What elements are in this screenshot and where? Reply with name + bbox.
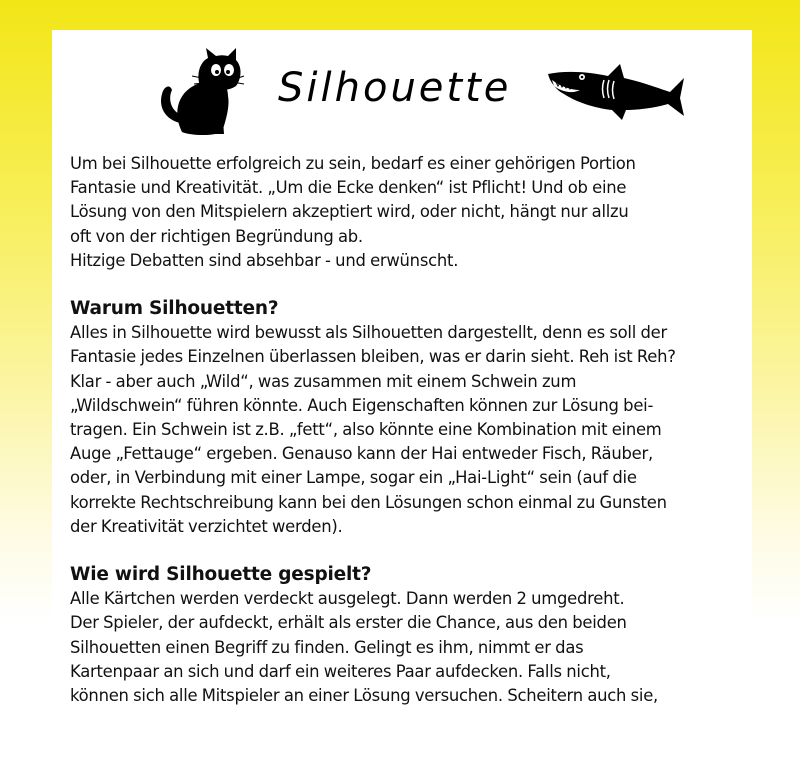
- shark-silhouette-icon: [546, 64, 686, 126]
- intro-paragraph: Um bei Silhouette erfolgreich zu sein, bedarf es einer gehörigen Portion Fantasie und Kreativität. „Um die Ecke denken“ ist Pflicht! Und ob eine Lösung von den Mitspielern akzeptiert wird, oder nicht, hängt nur allzu oft von der richtigen Begründung ab. Hitzige Debatten sind absehbar - und erwünscht.: [70, 154, 636, 270]
- section-heading-wie: Wie wird Silhouette gespielt?: [70, 564, 372, 586]
- page-header: [52, 30, 752, 150]
- section-heading-warum: Warum Silhouetten?: [70, 298, 279, 320]
- section-paragraph-wie: Alle Kärtchen werden verdeckt ausgelegt. Dann werden 2 umgedreht. Der Spieler, der aufdeckt, erhält als erster die Chance, aus den beiden Silhouetten einen Begriff zu finden. Gelingt es ihm, nimmt er das Kartenpaar an sich und darf ein weiteres Paar aufdecken. Falls nicht, können sich alle Mitspieler an einer Lösung versuchen. Scheitern auch sie,: [70, 589, 659, 706]
- content-panel: [52, 30, 752, 779]
- paragraph-spacer: [70, 539, 742, 563]
- cat-silhouette-icon: [156, 46, 246, 140]
- paragraph-spacer: [70, 273, 742, 297]
- section-paragraph-warum: Alles in Silhouette wird bewusst als Silhouetten dargestellt, denn es soll der Fantasie jedes Einzelnen überlassen bleiben, was er darin sieht. Reh ist Reh? Klar - aber auch „Wild“, was zusammen mit einem Schwein zum „Wildschwein“ führen könnte. Auch Eigenschaften können zur Lösung bei- tragen. Ein Schwein ist z.B. „fett“, also könnte eine Kombination mit einem Auge „Fettauge“ ergeben. Genauso kann der Hai entweder Fisch, Räuber, oder, in Verbindung mit einer Lampe, sogar ein „Hai-Light“ sein (auf die korrekte Rechtschreibung kann bei den Lösungen schon einmal zu Gunsten der Kreativität verzichtet werden).: [70, 323, 676, 536]
- page-title: Silhouette: [278, 65, 512, 111]
- rules-text: [70, 152, 742, 708]
